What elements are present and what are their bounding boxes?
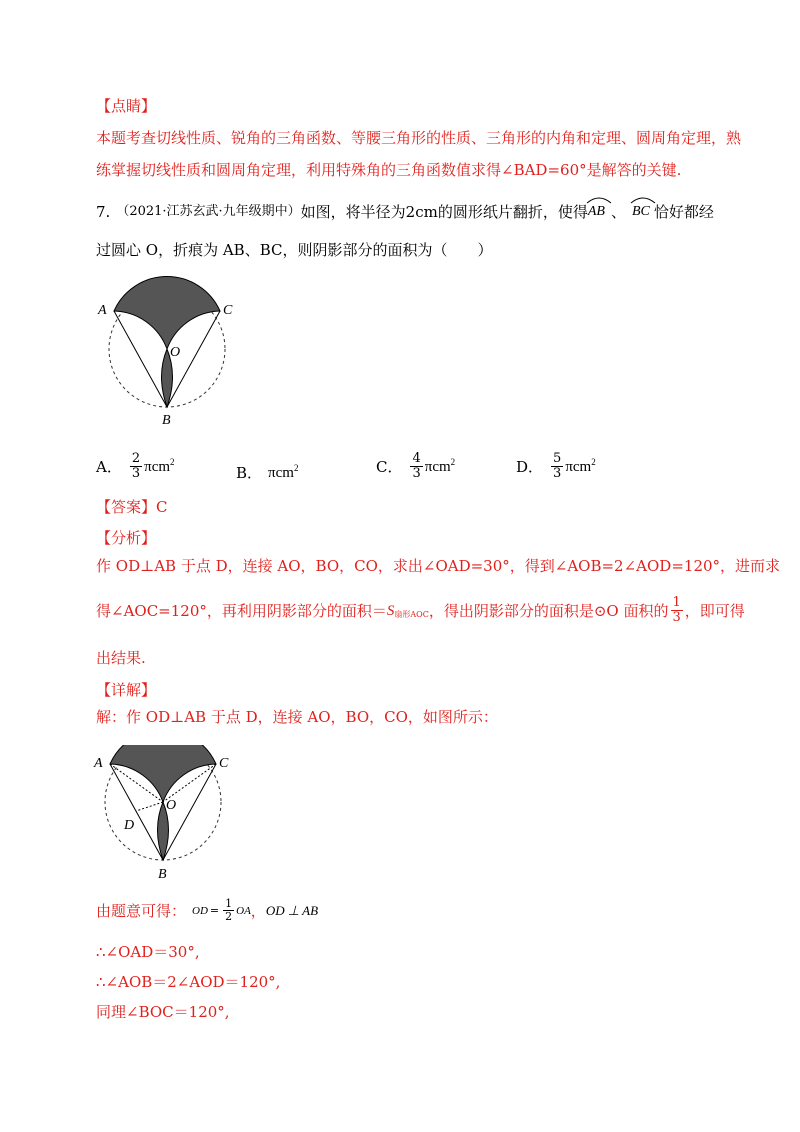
label-o: O (170, 345, 181, 360)
label-c: C (219, 756, 229, 771)
step-3: 同理∠BOC＝120°, (96, 1003, 230, 1021)
option-c-letter: C． (376, 458, 403, 476)
label-a: A (98, 303, 107, 318)
dianjing-line-1: 本题考查切线性质、锐角的三角函数、等腰三角形的性质、三角形的内角和定理、圆周角定理，熟 (96, 129, 742, 147)
condition-perp: OD ⊥ AB (265, 902, 319, 918)
condition-line (96, 898, 318, 923)
dianjing-heading: 【点睛】 (96, 97, 157, 115)
option-c[interactable] (376, 452, 455, 481)
question-line-1 (96, 196, 714, 222)
question-text-1: 如图，将半径为2cm的圆形纸片翻折，使得 (300, 203, 588, 221)
answer-value: C (156, 498, 168, 516)
answer-heading: 【答案】 (96, 498, 157, 516)
question-number: 7. (96, 203, 111, 221)
sector-symbol: S (386, 602, 395, 619)
option-a-fraction: $\frac{2}{3}$ (131, 451, 141, 481)
condition-comma: ， (250, 901, 266, 920)
question-text-2: 恰好都经 (653, 203, 714, 221)
step-1: ∴∠OAD＝30°, (96, 943, 200, 961)
question-figure (92, 276, 242, 436)
option-c-fraction: $\frac{4}{3}$ (412, 451, 421, 481)
question-sep: 、 (610, 203, 626, 221)
analysis-line-2a: 得∠AOC=120°，再利用阴影部分的面积＝ (96, 601, 387, 620)
analysis-line-2 (96, 596, 745, 625)
analysis-line-1: 作 OD⊥AB 于点 D，连接 AO，BO，CO，求出∠OAD=30°，得到∠AOB=2∠AOD=120°，进而求 (96, 557, 781, 575)
analysis-line-3: 出结果. (96, 649, 146, 667)
label-d: D (124, 818, 135, 833)
shaded-top-region (114, 277, 220, 349)
one-third-fraction: $\frac{1}{3}$ (672, 595, 681, 625)
detail-figure (88, 745, 238, 895)
arc-mark-icon (630, 196, 656, 204)
option-a[interactable] (96, 452, 175, 481)
dianjing-line-2: 练掌握切线性质和圆周角定理，利用特殊角的三角函数值求得∠BAD=60°是解答的关键. (96, 161, 682, 179)
step-2: ∴∠AOB＝2∠AOD＝120°, (96, 973, 281, 991)
condition-prefix: 由题意可得： (96, 901, 187, 920)
sector-subscript: 扇形AOC (394, 610, 429, 619)
arc-mark-icon (586, 196, 612, 204)
option-a-letter: A． (96, 458, 122, 476)
option-b-unit: πcm$^2$ (268, 462, 299, 481)
option-b-letter: B． (236, 463, 263, 482)
option-d[interactable] (516, 452, 596, 481)
option-d-unit: πcm$^2$ (565, 457, 596, 475)
label-b: B (158, 867, 167, 882)
analysis-heading: 【分析】 (96, 529, 157, 547)
detail-line-1: 解：作 OD⊥AB 于点 D，连接 AO，BO，CO，如图所示： (96, 708, 498, 726)
arc-ab-label: AB (588, 196, 605, 222)
label-b: B (162, 413, 171, 428)
label-o: O (166, 798, 177, 813)
option-d-letter: D． (516, 458, 544, 476)
detail-heading: 【详解】 (96, 681, 157, 699)
option-a-unit: πcm$^2$ (144, 457, 175, 475)
answer-line (96, 497, 168, 517)
question-source: （2021·江苏玄武·九年级期中） (116, 204, 301, 219)
analysis-line-2b: ，得出阴影部分的面积是⊙O 面积的 (428, 601, 669, 620)
condition-formula: OD = $\frac{1}{2}$ OA (192, 897, 251, 923)
option-b[interactable] (236, 452, 298, 492)
option-d-fraction: $\frac{5}{3}$ (553, 451, 562, 481)
arc-bc-label: BC (632, 196, 650, 222)
label-c: C (223, 303, 233, 318)
analysis-line-2c: ，即可得 (684, 601, 745, 620)
option-c-unit: πcm$^2$ (424, 457, 456, 475)
label-a: A (94, 756, 103, 771)
segment-od (136, 802, 163, 811)
question-line-2: 过圆心 O，折痕为 AB、BC，则阴影部分的面积为（ ） (96, 241, 493, 259)
